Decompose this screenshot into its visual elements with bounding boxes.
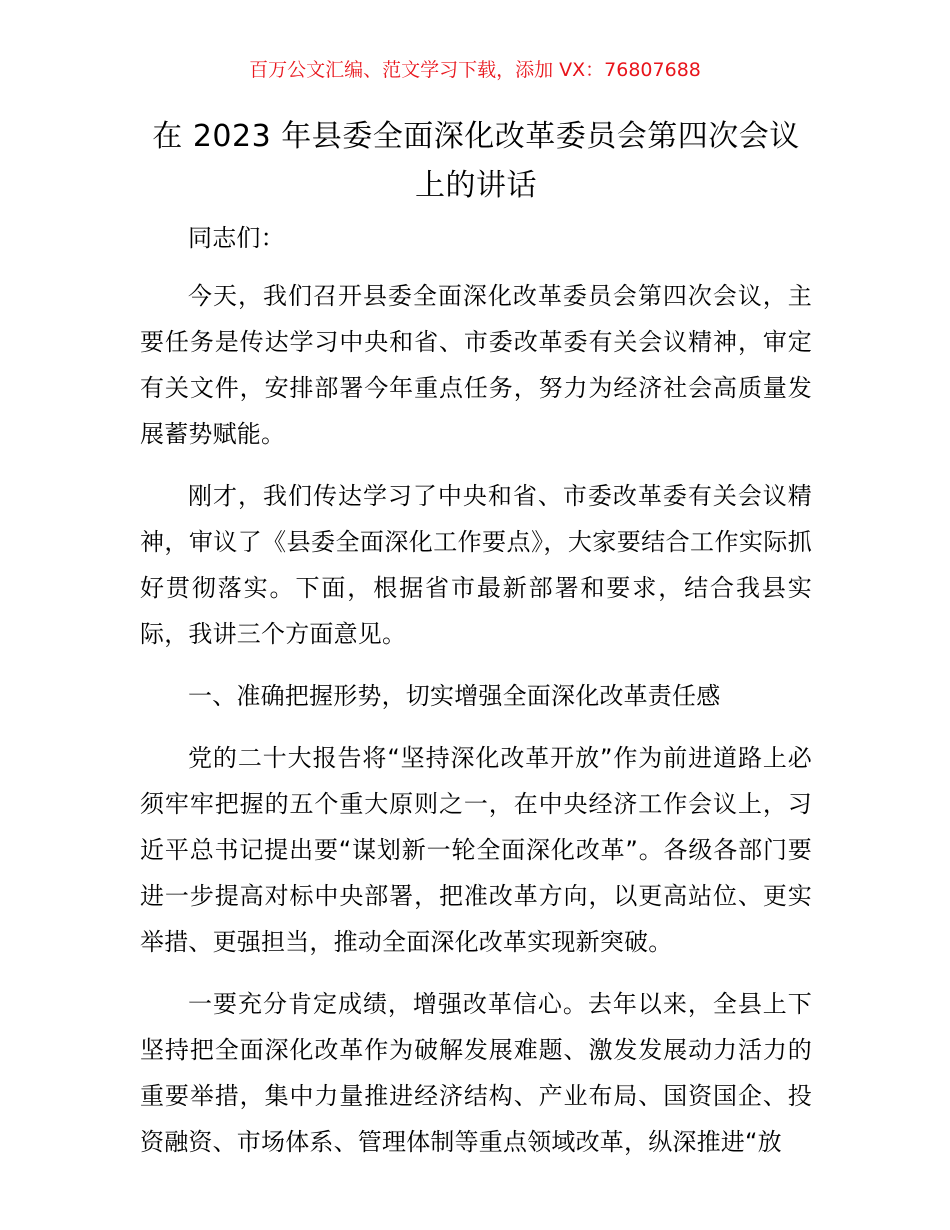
document-title: 在 2023 年县委全面深化改革委员会第四次会议上的讲话 — [152, 119, 800, 203]
paragraph-opening: 今天，我们召开县委全面深化改革委员会第四次会议，主要任务是传达学习中央和省、市委改革委有关会议精神，审定有关文件，安排部署今年重点任务，努力为经济社会高质量发展蓄势赋能。 — [140, 282, 812, 448]
paragraph-review: 刚才，我们传达学习了中央和省、市委改革委有关会议精神，审议了《县委全面深化工作要点》，大家要结合工作实际抓好贯彻落实。下面，根据省市最新部署和要求，结合我县实际，我讲三个方面意见。 — [140, 482, 812, 648]
header-watermark-note: 百万公文汇编、范文学习下载，添加 VX：76807688 — [249, 59, 701, 81]
section-heading-1: 一、准确把握形势，切实增强全面深化改革责任感 — [188, 682, 721, 710]
paragraph-report: 党的二十大报告将“坚持深化改革开放”作为前进道路上必须牢牢把握的五个重大原则之一，在中央经济工作会议上，习近平总书记提出要“谋划新一轮全面深化改革”。各级各部门要进一步提高对标中央部署，把准改革方向，以更高站位、更实举措、更强担当，推动全面深化改革实现新突破。 — [140, 744, 812, 956]
salutation: 同志们： — [188, 224, 285, 252]
paragraph-achievements: 一要充分肯定成绩，增强改革信心。去年以来，全县上下坚持把全面深化改革作为破解发展难题、激发发展动力活力的重要举措，集中力量推进经济结构、产业布局、国资国企、投资融资、市场体系、管理体制等重点领域改革，纵深推进“放 — [140, 990, 812, 1156]
document-body — [140, 215, 812, 1181]
